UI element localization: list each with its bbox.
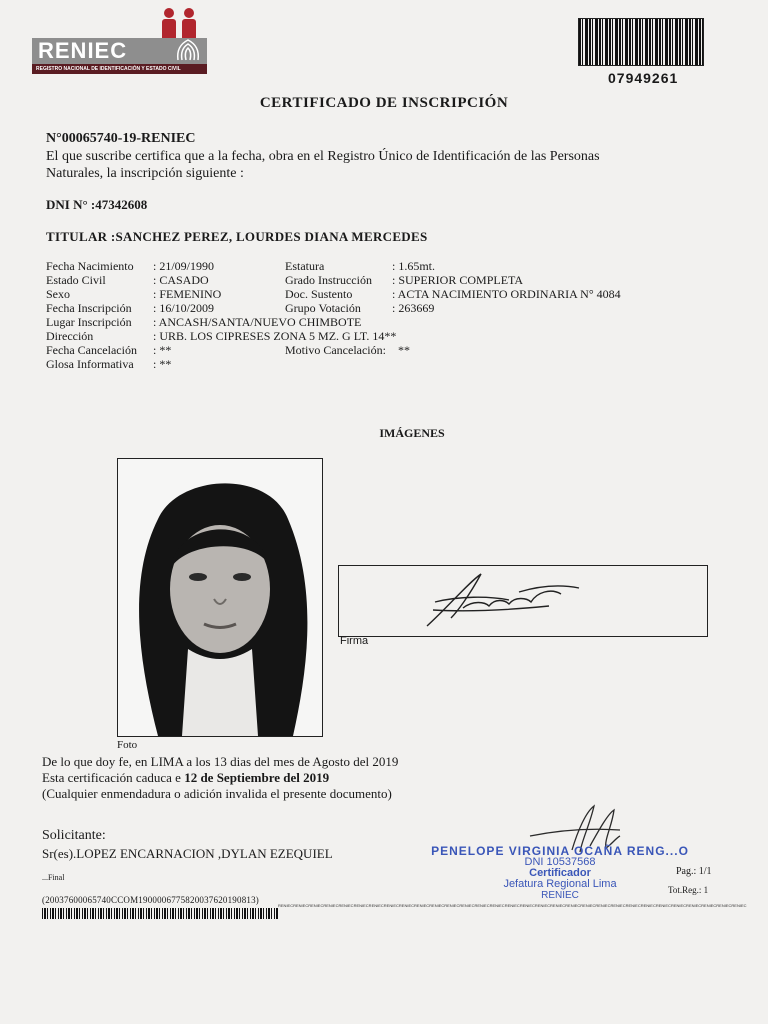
closing-statement: [42, 754, 542, 802]
field-value: : URB. LOS CIPRESES ZONA 5 MZ. G LT. 14**: [153, 329, 397, 343]
reniec-logo: [32, 8, 212, 74]
verification-code: (20037600065740CCOM19000067758200376201908​13): [42, 895, 260, 905]
field-value: : SUPERIOR COMPLETA: [392, 273, 524, 287]
field-label: Estado Civil: [46, 273, 106, 287]
field-label: Doc. Sustento: [285, 287, 353, 301]
images-section-title: IMÁGENES: [379, 426, 445, 440]
fingerprint-icon: [170, 30, 206, 66]
certificate-number: N°00065740-19-RENIEC: [46, 131, 196, 146]
field-label: Estatura: [285, 259, 325, 273]
closing-line: (Cualquier enmendadura o adición invalida el presente documento): [42, 786, 392, 801]
total-records: Tot.Reg.: 1: [668, 885, 709, 895]
field-label: Fecha Cancelación: [46, 343, 137, 357]
final-label: ...Final: [42, 873, 65, 882]
field-value: : 21/09/1990: [153, 259, 215, 273]
field-value: : 16/10/2009: [153, 301, 215, 315]
field-label: Grado Instrucción: [285, 273, 372, 287]
field-value: : 263669: [392, 301, 435, 315]
certifier-stamp: [430, 846, 690, 908]
field-label: Dirección: [46, 329, 94, 343]
page-number: Pag.: 1/1: [676, 866, 712, 877]
field-label: Lugar Inscripción: [46, 315, 132, 329]
barcode-number: 07949261: [608, 70, 679, 86]
field-value: : ACTA NACIMIENTO ORDINARIA N° 4084: [392, 287, 621, 301]
firma-label: Firma: [340, 635, 369, 647]
logo-brand: RENIEC: [38, 38, 128, 63]
photo-label: Foto: [117, 739, 138, 751]
stamp-department: Jefatura Regional Lima: [503, 878, 617, 890]
barcode: [578, 18, 704, 66]
expiry-date: 12 de Septiembre del 2019: [184, 770, 330, 785]
field-label: Fecha Inscripción: [46, 301, 132, 315]
security-microtext: RENIECRENIECRENIECRENIECRENIECRENIECRENIECRENIECRENIECRENIECRENIECRENIECRENIECRENIECRENIECRENIECRENIECRENIECRENIECRENIECRENIECRENIECRENIECRENIECRENIECRENIECRENIECRENIECRENIECRENIECRENIEC: [278, 903, 747, 908]
bottom-barcode: [42, 908, 278, 919]
certificate-title: CERTIFICADO DE INSCRIPCIÓN: [259, 95, 509, 111]
field-label: Sexo: [46, 287, 70, 301]
stamp-org: RENIEC: [541, 890, 579, 901]
closing-line: Esta certificación caduca e 12 de Septiembre del 2019: [42, 770, 330, 785]
field-value: : 1.65mt.: [392, 259, 436, 273]
titular-name: TITULAR :SANCHEZ PEREZ, LOURDES DIANA MERCEDES: [46, 229, 428, 244]
field-value: : FEMENINO: [153, 287, 222, 301]
field-label: Glosa Informativa: [46, 357, 134, 371]
solicitante-label: Solicitante:: [42, 828, 106, 843]
field-value: : **: [153, 343, 172, 357]
field-value: : **: [153, 357, 172, 371]
intro-paragraph: El que suscribe certifica que a la fecha, obra en el Registro Único de Identificación de las Personas Naturales, la inscripción siguiente :: [46, 149, 600, 181]
signature-box: [338, 565, 708, 637]
id-photo: [117, 458, 323, 737]
logo-subtitle: REGISTRO NACIONAL DE IDENTIFICACIÓN Y ESTADO CIVIL: [32, 64, 207, 74]
closing-line: De lo que doy fe, en LIMA a los 13 dias del mes de Agosto del 2019: [42, 754, 399, 769]
field-label: Fecha Nacimiento: [46, 259, 134, 273]
portrait-photo: [118, 459, 322, 736]
stamp-name: PENELOPE VIRGINIA OCAÑA RENG...O: [431, 844, 689, 858]
solicitante-name: Sr(es).LOPEZ ENCARNACION ,DYLAN EZEQUIEL: [42, 846, 333, 861]
stamp-dni: DNI 10537568: [524, 856, 596, 868]
stamp-role: Certificador: [529, 867, 591, 879]
field-value: : CASADO: [153, 273, 209, 287]
field-label: Grupo Votación: [285, 301, 361, 315]
field-label: Motivo Cancelación:: [285, 343, 386, 357]
field-value: **: [398, 343, 410, 357]
field-value: : ANCASH/SANTA/NUEVO CHIMBOTE: [153, 315, 362, 329]
dni-number: DNI N° :47342608: [46, 197, 148, 212]
handwritten-signature: [339, 566, 707, 636]
